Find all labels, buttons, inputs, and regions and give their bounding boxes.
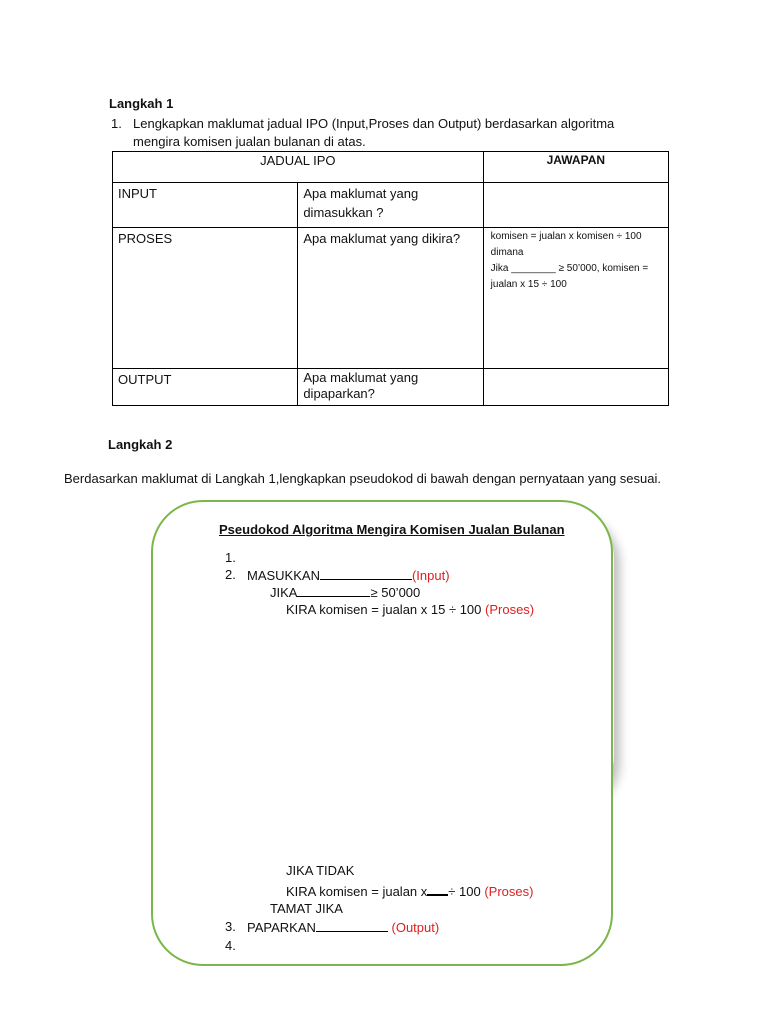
ipo-header-row [113, 152, 669, 183]
pseudo-jika-tidak-line: JIKA TIDAK [286, 863, 355, 878]
answer-line: Jika ________ ≥ 50’000, komisen = jualan x 15 ÷ 100 [490, 263, 649, 290]
proses-tag-2: (Proses) [484, 884, 534, 899]
header-jadual-ipo: JADUAL IPO [113, 152, 484, 183]
pseudo-kira-line-1: KIRA komisen = jualan x 15 ÷ 100 (Proses) [286, 602, 535, 617]
row-question: Apa maklumat yang dikira? [298, 228, 483, 369]
step2-description: Berdasarkan maklumat di Langkah 1,lengkapkan pseudokod di bawah dengan pernyataan yang sesuai. [64, 471, 661, 486]
pseudo-line-4 [225, 938, 236, 953]
output-tag: (Output) [391, 920, 440, 935]
pseudo-line-1 [225, 550, 236, 565]
line-number: 3. [225, 919, 236, 934]
row-label: OUTPUT [113, 369, 298, 406]
row-question: Apa maklumat yang dimasukkan ? [298, 183, 483, 228]
kira-blank[interactable] [427, 882, 448, 896]
pseudo-line-3 [225, 919, 440, 935]
instruction-text: Lengkapkan maklumat jadual IPO (Input,Proses dan Output) berdasarkan algoritma mengira komisen jualan bulanan di atas. [133, 116, 615, 149]
row-question: Apa maklumat yang dipaparkan? [298, 369, 483, 406]
masukkan-statement: MASUKKAN (Input) [247, 568, 450, 583]
ipo-row-input [113, 183, 669, 228]
instruction-number: 1. [111, 116, 122, 131]
pseudo-line-2 [225, 567, 450, 583]
pseudo-kira-line-2: KIRA komisen = jualan x ÷ 100 (Proses) [286, 884, 534, 899]
row-label: INPUT [113, 183, 298, 228]
step1-title: Langkah 1 [109, 96, 174, 111]
line-number: 2. [225, 567, 236, 582]
line-number: 4. [225, 938, 236, 953]
proses-tag: (Proses) [485, 602, 535, 617]
answer-cell-input[interactable] [483, 183, 668, 228]
ipo-row-proses [113, 228, 669, 369]
ipo-table [112, 151, 669, 406]
row-label: PROSES [113, 228, 298, 369]
answer-cell-output[interactable] [483, 369, 668, 406]
output-blank[interactable] [316, 919, 388, 932]
paparkan-statement: PAPARKAN (Output) [247, 920, 440, 935]
line-number: 1. [225, 550, 236, 565]
step2-title: Langkah 2 [108, 437, 173, 452]
input-tag: (Input) [411, 568, 450, 583]
input-blank[interactable] [320, 567, 412, 580]
pseudocode-title: Pseudokod Algoritma Mengira Komisen Jualan Bulanan [219, 522, 565, 537]
answer-line: dimana [490, 247, 524, 258]
ipo-row-output [113, 369, 669, 406]
pseudo-tamat-jika-line: TAMAT JIKA [270, 901, 343, 916]
answer-line: komisen = jualan x komisen ÷ 100 [490, 231, 642, 242]
jika-blank[interactable] [297, 584, 370, 597]
answer-cell-proses[interactable] [483, 228, 668, 369]
header-jawapan: JAWAPAN [483, 152, 668, 183]
pseudo-jika-line: JIKA ≥ 50’000 [270, 585, 421, 600]
